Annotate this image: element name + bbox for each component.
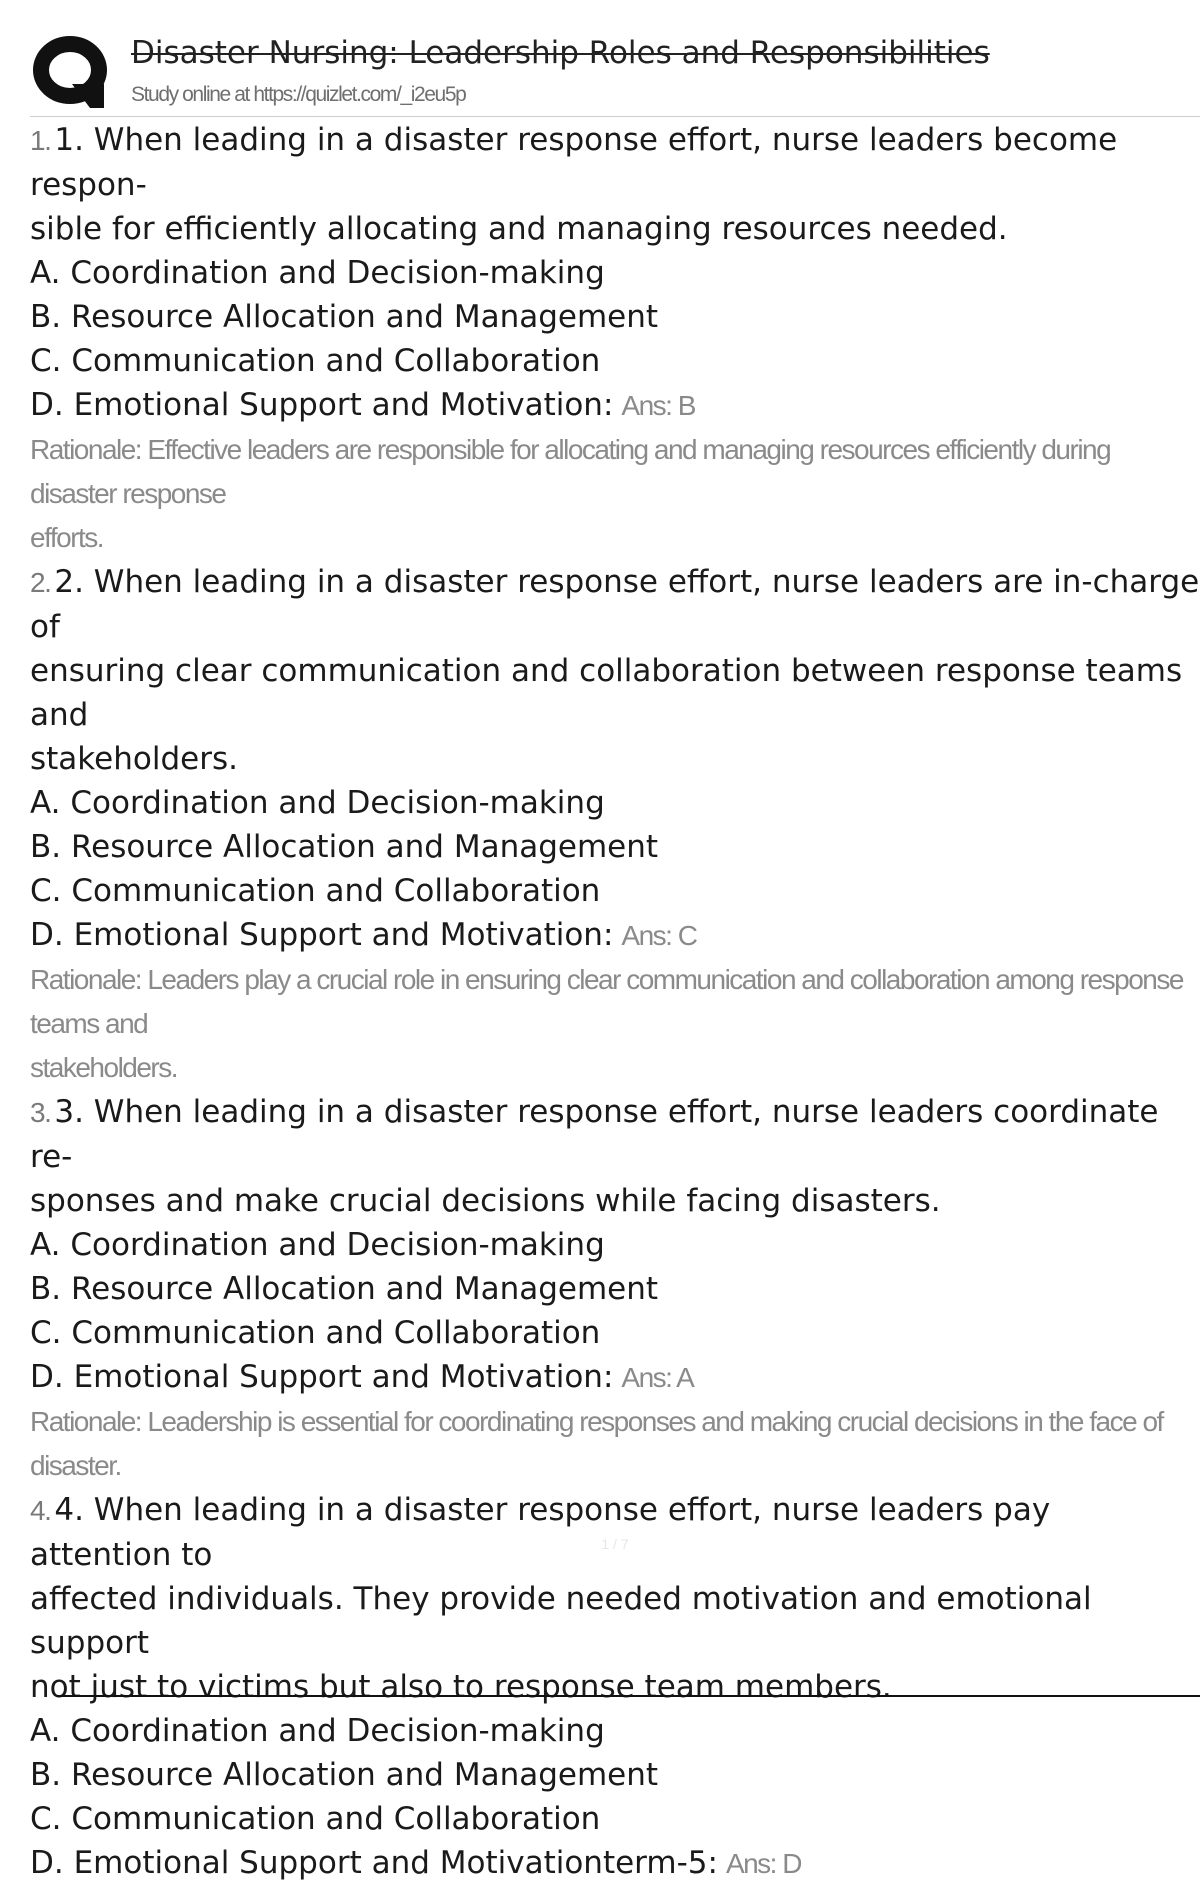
correct-answer: Ans: D — [725, 1848, 801, 1879]
correct-answer: Ans: B — [621, 390, 695, 421]
answer-option-d — [30, 913, 1200, 958]
question-prompt: 4. When leading in a disaster response effort, nurse leaders pay attention to affected individuals. They provide needed motivation and emotional support not just to victims but also to response team members. — [30, 1492, 1092, 1705]
document-header — [30, 30, 1200, 120]
question-item — [30, 1090, 1200, 1488]
answer-option-d-label: D. Emotional Support and Motivation: — [30, 917, 614, 953]
answer-option-d-label: D. Emotional Support and Motivationterm-5: — [30, 1845, 718, 1881]
question-text — [30, 118, 1200, 251]
question-prompt: 1. When leading in a disaster response effort, nurse leaders become respon- sible for efficiently allocating and managing resources needed. — [30, 122, 1118, 247]
question-item — [30, 560, 1200, 1090]
header-divider — [30, 116, 1200, 117]
answer-option-d-label: D. Emotional Support and Motivation: — [30, 1359, 614, 1395]
question-index: 1. — [30, 125, 51, 156]
question-index: 3. — [30, 1097, 51, 1128]
correct-answer: Ans: A — [621, 1362, 694, 1393]
answer-option-c: C. Communication and Collaboration — [30, 343, 601, 379]
footer-divider — [57, 1695, 1200, 1697]
answer-option-a: A. Coordination and Decision-making — [30, 1713, 605, 1749]
answer-option-c: C. Communication and Collaboration — [30, 1801, 601, 1837]
correct-answer: Ans: C — [621, 920, 697, 951]
answer-option-d — [30, 1355, 1200, 1400]
question-prompt: 3. When leading in a disaster response effort, nurse leaders coordinate re- sponses and make crucial decisions while facing disasters. — [30, 1094, 1159, 1219]
answer-option-c: C. Communication and Collaboration — [30, 873, 601, 909]
question-text — [30, 1488, 1200, 1709]
question-text — [30, 1090, 1200, 1223]
rationale-text: Rationale: Leaders play a crucial role in ensuring clear communication and collaboration among response teams and stakeholders. — [30, 964, 1183, 1083]
question-item — [30, 118, 1200, 560]
study-online-link[interactable]: Study online at https://quizlet.com/_i2eu5p — [131, 83, 466, 106]
question-text — [30, 560, 1200, 781]
answer-option-b: B. Resource Allocation and Management — [30, 829, 659, 865]
answer-option-d — [30, 383, 1200, 428]
answer-option-b: B. Resource Allocation and Management — [30, 1757, 659, 1793]
document-title: Disaster Nursing: Leadership Roles and Responsibilities — [131, 35, 990, 71]
question-prompt: 2. When leading in a disaster response effort, nurse leaders are in-charge of ensuring clear communication and collaboration between response teams and stakeholders. — [30, 564, 1200, 777]
question-list — [30, 118, 1200, 1886]
rationale-text: Rationale: Leadership is essential for coordinating responses and making crucial decisions in the face of disaster. — [30, 1406, 1163, 1481]
answer-option-b: B. Resource Allocation and Management — [30, 299, 659, 335]
answer-option-d-label: D. Emotional Support and Motivation: — [30, 387, 614, 423]
quizlet-q-logo-icon — [32, 34, 142, 118]
answer-option-c: C. Communication and Collaboration — [30, 1315, 601, 1351]
answer-option-d — [30, 1841, 1200, 1886]
rationale-text: Rationale: Effective leaders are responsible for allocating and managing resources efficiently during disaster response efforts. — [30, 434, 1111, 553]
answer-option-b: B. Resource Allocation and Management — [30, 1271, 659, 1307]
answer-option-a: A. Coordination and Decision-making — [30, 785, 605, 821]
page-number: 1 / 7 — [601, 1536, 629, 1552]
answer-option-a: A. Coordination and Decision-making — [30, 255, 605, 291]
answer-option-a: A. Coordination and Decision-making — [30, 1227, 605, 1263]
question-index: 2. — [30, 567, 51, 598]
question-index: 4. — [30, 1495, 51, 1526]
